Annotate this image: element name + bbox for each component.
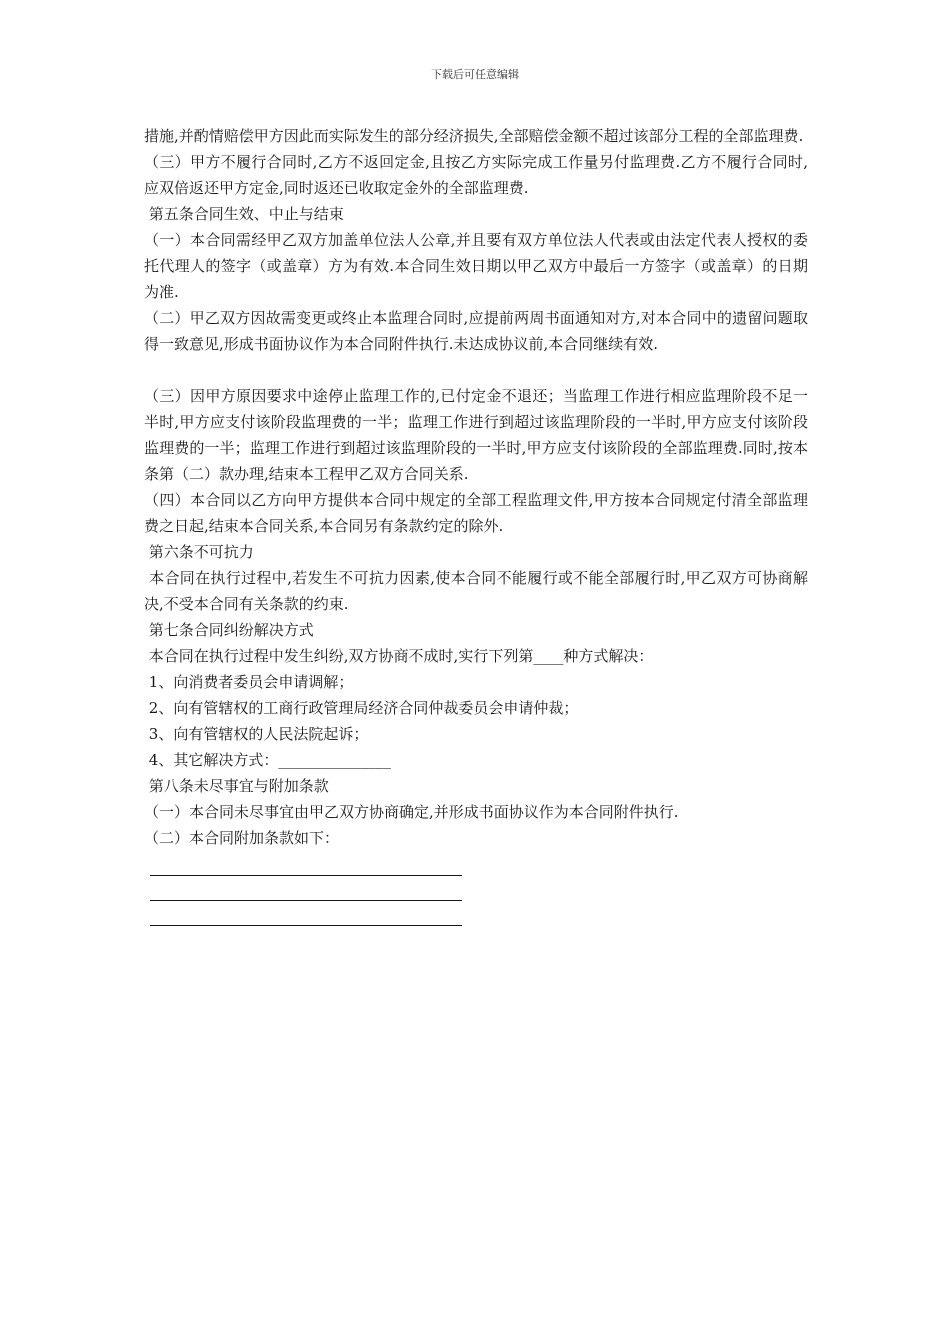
blank-line-3 [150, 901, 462, 926]
heading-article-7: 第七条合同纠纷解决方式 [144, 621, 314, 639]
paragraph-6: 本合同在执行过程中,若发生不可抗力因素,使本合同不能履行或不能全部履行时,甲乙双方可协商解决,不受本合同有关条款的约束. [144, 569, 808, 613]
list-item-1: 1、向消费者委员会申请调解； [144, 673, 354, 691]
list-item-2: 2、向有管辖权的工商行政管理局经济合同仲裁委员会申请仲裁； [144, 699, 579, 717]
blank-line-2 [150, 876, 462, 901]
paragraph-7-intro: 本合同在执行过程中发生纠纷,双方协商不成时,实行下列第____种方式解决： [144, 647, 654, 665]
paragraph-5-2: （二）甲乙双方因故需变更或终止本监理合同时,应提前两周书面通知对方,对本合同中的遗留问题取得一致意见,形成书面协议作为本合同附件执行.未达成协议前,本合同继续有效. [144, 309, 808, 353]
list-item-3: 3、向有管辖权的人民法院起诉； [144, 725, 369, 743]
heading-article-8: 第八条未尽事宜与附加条款 [144, 777, 329, 795]
paragraph-5-3: （三）因甲方原因要求中途停止监理工作的,已付定金不退还；当监理工作进行相应监理阶段不足一半时,甲方应支付该阶段监理费的一半；监理工作进行到超过该监理阶段的一半时,甲方应支付该阶段监理费的一半；监理工作进行到超过该监理阶段的一半时,甲方应支付该阶段的全部监理费.同时,按本条第（二）款办理,结束本工程甲乙双方合同关系. [144, 387, 808, 483]
page-header: 下载后可任意编辑 [431, 68, 519, 81]
paragraph-8-2: （二）本合同附加条款如下： [144, 829, 340, 847]
paragraph-5-1: （一）本合同需经甲乙双方加盖单位法人公章,并且要有双方单位法人代表或由法定代表人授权的委托代理人的签字（或盖章）方为有效.本合同生效日期以甲乙双方中最后一方签字（或盖章）的日期为准. [144, 231, 808, 301]
heading-article-6: 第六条不可抗力 [144, 543, 254, 561]
document-body [144, 123, 808, 926]
paragraph-8-1: （一）本合同未尽事宜由甲乙双方协商确定,并形成书面协议作为本合同附件执行. [144, 803, 679, 821]
heading-article-5: 第五条合同生效、中止与结束 [144, 205, 344, 223]
paragraph-gap [144, 357, 808, 383]
paragraph-damages-continued: 措施,并酌情赔偿甲方因此而实际发生的部分经济损失,全部赔偿金额不超过该部分工程的全部监理费. [144, 127, 804, 145]
paragraph-5-4: （四）本合同以乙方向甲方提供本合同中规定的全部工程监理文件,甲方按本合同规定付清全部监理费之日起,结束本合同关系,本合同另有条款约定的除外. [144, 491, 808, 535]
list-item-4: 4、其它解决方式：_______________ [144, 751, 391, 769]
paragraph-deposit-breach: （三）甲方不履行合同时,乙方不返回定金,且按乙方实际完成工作量另付监理费.乙方不履行合同时,应双倍返还甲方定金,同时返还已收取定金外的全部监理费. [144, 153, 808, 197]
blank-line-1 [150, 851, 462, 876]
